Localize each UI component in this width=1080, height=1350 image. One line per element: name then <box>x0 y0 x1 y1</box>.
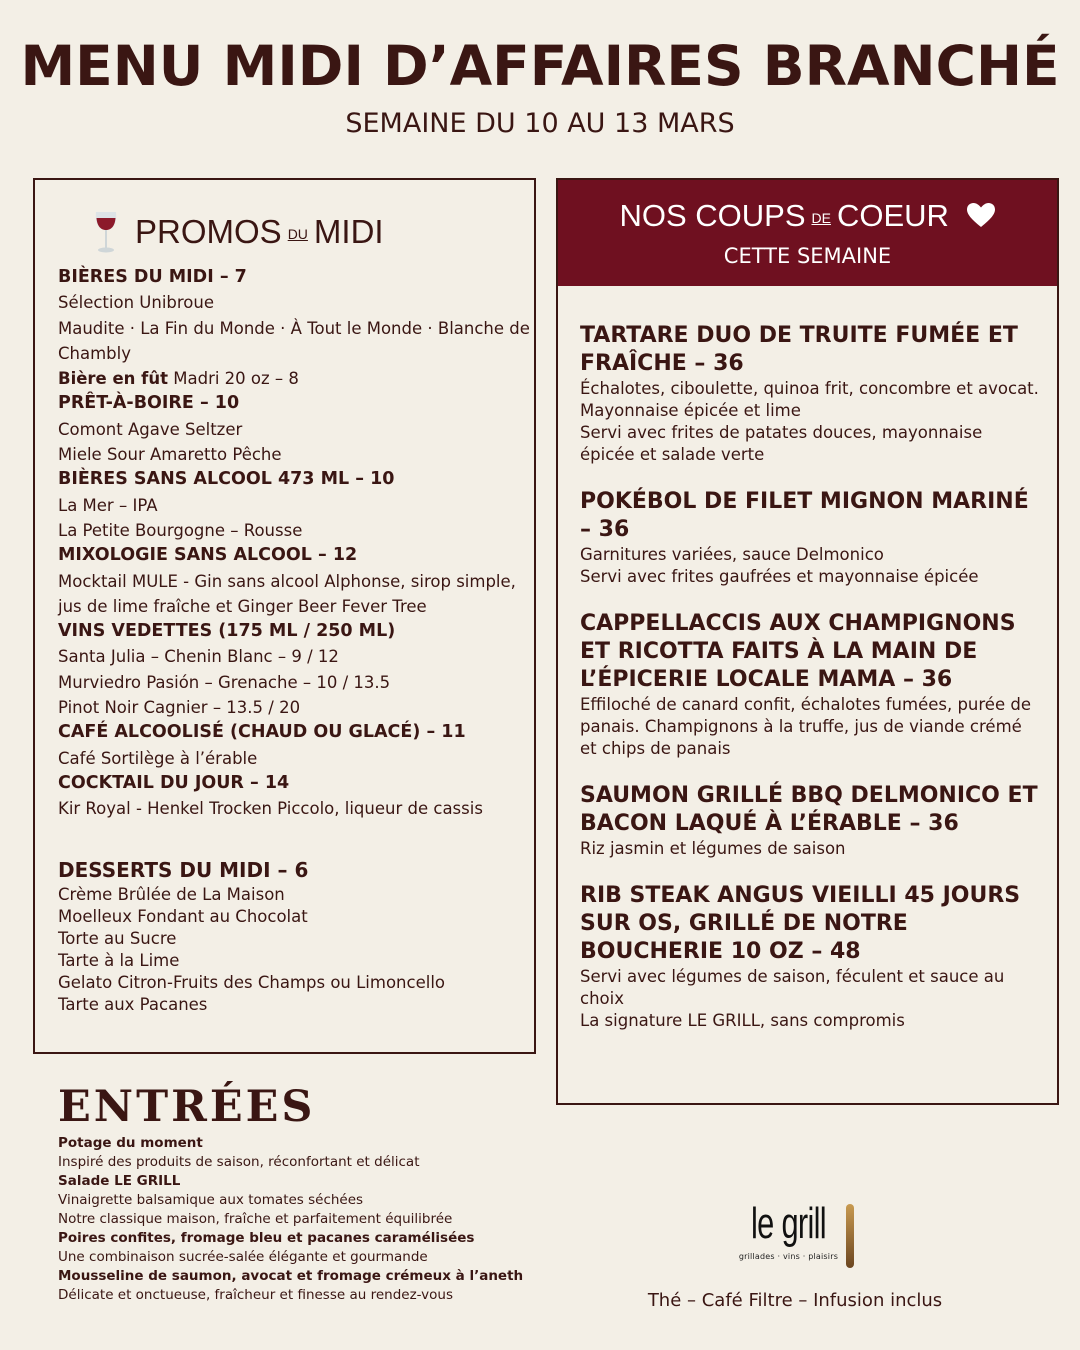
promo-item: Miele Sour Amaretto Pêche <box>58 445 282 465</box>
dessert-items <box>58 884 533 1016</box>
dessert-item: Gelato Citron-Fruits des Champs ou Limoncello <box>58 973 446 992</box>
entree-lines <box>58 1134 528 1305</box>
dish-description: Servi avec frites gaufrées et mayonnaise épicée <box>580 567 979 586</box>
menu-subtitle: SEMAINE DU 10 AU 13 MARS <box>345 108 735 139</box>
coups-de-coeur-panel <box>556 178 1059 1105</box>
promo-item: La Mer – IPA <box>58 495 158 515</box>
dish-description: Effiloché de canard confit, échalotes fumées, purée de panais. Champignons à la truffe, jus de viande crémé et chips de panais <box>580 695 1031 758</box>
dessert-item: Tarte aux Pacanes <box>58 995 208 1014</box>
entree-description: Une combinaison sucrée-salée élégante et gourmande <box>58 1249 428 1265</box>
logo-wordmark: le grill <box>751 1199 826 1248</box>
promo-item: Comont Agave Seltzer <box>58 419 243 439</box>
entree-name: Mousseline de saumon, avocat et fromage crémeux à l’aneth <box>58 1268 524 1284</box>
dish-description: Servi avec frites de patates douces, mayonnaise épicée et salade verte <box>580 423 983 464</box>
dish-description: La signature LE GRILL, sans compromis <box>580 1011 905 1030</box>
dish-name: CAPPELLACCIS AUX CHAMPIGNONS ET RICOTTA FAITS À LA MAIN DE L’ÉPICERIE LOCALE MAMA – 36 <box>580 611 1016 692</box>
promos-panel <box>33 178 536 1054</box>
promo-category: BIÈRES SANS ALCOOL 473 ML – 10 <box>58 469 395 490</box>
promo-item: Mocktail MULE - Gin sans alcool Alphonse, sirop simple, jus de lime fraîche et Ginger Beer Fever Tree <box>58 571 516 616</box>
coups-title-b: COEUR <box>836 198 949 233</box>
dish-name: POKÉBOL DE FILET MIGNON MARINÉ – 36 <box>580 489 1029 542</box>
dish-description: Riz jasmin et légumes de saison <box>580 839 846 858</box>
dish-description: Échalotes, ciboulette, quinoa frit, concombre et avocat. Mayonnaise épicée et lime <box>580 379 1039 420</box>
promo-category: VINS VEDETTES (175 ML / 250 ML) <box>58 621 396 642</box>
desserts-title: DESSERTS DU MIDI – 6 <box>58 858 309 882</box>
dish-name: TARTARE DUO DE TRUITE FUMÉE ET FRAÎCHE – 36 <box>580 323 1018 376</box>
entrees-section <box>58 1080 528 1305</box>
promo-category: COCKTAIL DU JOUR – 14 <box>58 772 290 793</box>
promos-title-a: PROMOS <box>135 213 282 250</box>
dish-item <box>580 322 1042 466</box>
dessert-item: Torte au Sucre <box>58 929 177 948</box>
heart-icon <box>966 202 996 228</box>
dish-item <box>580 488 1042 588</box>
promos-heading <box>93 210 384 254</box>
promo-category: CAFÉ ALCOOLISÉ (CHAUD OU GLACÉ) – 11 <box>58 722 466 743</box>
entree-description: Inspiré des produits de saison, réconfortant et délicat <box>58 1154 420 1170</box>
wine-glass-icon <box>93 210 119 254</box>
dessert-item: Moelleux Fondant au Chocolat <box>58 907 308 926</box>
coups-subtitle: CETTE SEMAINE <box>723 244 892 268</box>
promo-item: Santa Julia – Chenin Blanc – 9 / 12 <box>58 647 339 667</box>
entree-name: Salade LE GRILL <box>58 1173 181 1189</box>
promo-item <box>58 366 533 391</box>
entree-description: Notre classique maison, fraîche et parfaitement équilibrée <box>58 1211 453 1227</box>
logo-tagline: grillades · vins · plaisirs <box>738 1252 839 1261</box>
entree-description: Vinaigrette balsamique aux tomates séchées <box>58 1192 364 1208</box>
dessert-item: Crème Brûlée de La Maison <box>58 885 285 904</box>
promo-item-label: Bière en fût <box>58 369 168 389</box>
promos-title-du: DU <box>287 226 308 243</box>
flame-icon <box>846 1204 854 1268</box>
le-grill-logo <box>735 1200 854 1268</box>
promo-category: PRÊT-À-BOIRE – 10 <box>58 393 240 414</box>
dish-description: Servi avec légumes de saison, féculent et sauce au choix <box>580 967 1005 1008</box>
logo-text <box>735 1200 842 1261</box>
dish-name: SAUMON GRILLÉ BBQ DELMONICO ET BACON LAQUÉ À L’ÉRABLE – 36 <box>580 783 1038 836</box>
promos-list <box>58 265 533 822</box>
promo-item: Maudite · La Fin du Monde · À Tout le Monde · Blanche de Chambly <box>58 318 530 363</box>
coups-de-coeur-banner <box>558 180 1057 286</box>
promo-item: Sélection Unibroue <box>58 293 215 313</box>
promo-category: BIÈRES DU MIDI – 7 <box>58 267 247 287</box>
dessert-item: Tarte à la Lime <box>58 951 180 970</box>
entree-name: Poires confites, fromage bleu et pacanes caramélisées <box>58 1230 475 1246</box>
dish-item <box>580 610 1042 760</box>
desserts-section <box>58 856 533 1016</box>
promos-title-b: MIDI <box>313 213 384 250</box>
entrees-title: ENTRÉES <box>58 1082 316 1132</box>
promo-item: Café Sortilège à l’érable <box>58 748 258 768</box>
dish-name: RIB STEAK ANGUS VIEILLI 45 JOURS SUR OS, GRILLÉ DE NOTRE BOUCHERIE 10 OZ – 48 <box>580 883 1021 964</box>
coups-title-a: NOS COUPS <box>619 198 806 233</box>
dish-item <box>580 782 1042 860</box>
dish-item <box>580 882 1042 1032</box>
promo-item-text: Madri 20 oz – 8 <box>168 369 299 389</box>
promo-item: Pinot Noir Cagnier – 13.5 / 20 <box>58 698 301 718</box>
promo-category: MIXOLOGIE SANS ALCOOL – 12 <box>58 545 358 566</box>
dishes-list <box>580 322 1042 1054</box>
footer-note: Thé – Café Filtre – Infusion inclus <box>647 1290 943 1311</box>
promo-item: La Petite Bourgogne – Rousse <box>58 520 303 540</box>
promo-item: Kir Royal - Henkel Trocken Piccolo, liqueur de cassis <box>58 799 483 819</box>
promo-item: Murviedro Pasión – Grenache – 10 / 13.5 <box>58 672 391 692</box>
dish-description: Garnitures variées, sauce Delmonico <box>580 545 884 564</box>
entree-name: Potage du moment <box>58 1135 203 1151</box>
coups-title-de: DE <box>811 209 831 226</box>
menu-title: MENU MIDI D’AFFAIRES BRANCHÉ <box>20 34 1060 98</box>
entree-description: Délicate et onctueuse, fraîcheur et finesse au rendez-vous <box>58 1287 454 1303</box>
